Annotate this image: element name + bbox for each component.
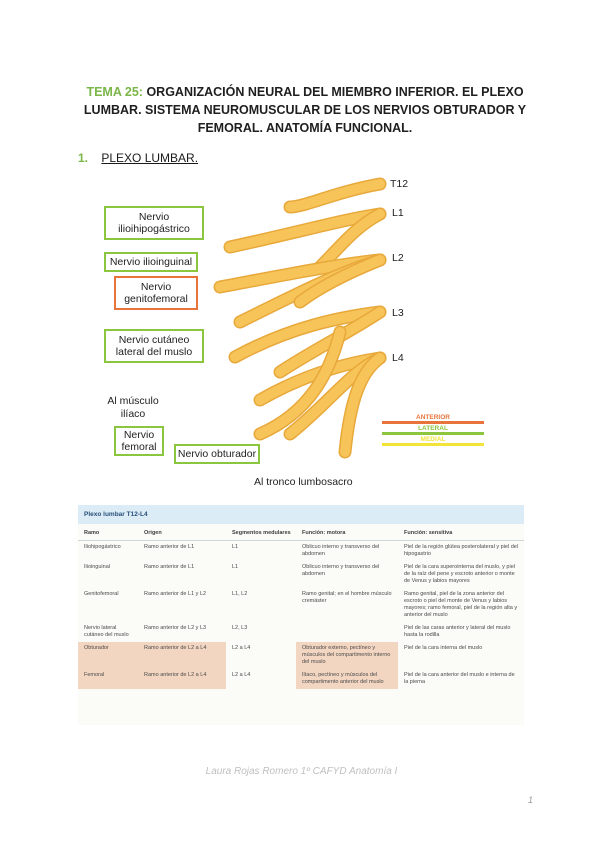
plexus-table: [78, 505, 524, 725]
label-al-tronco-lumbosacro: Al tronco lumbosacro: [254, 476, 353, 488]
section-heading: [78, 151, 198, 165]
table-cell: L1, L2: [232, 591, 248, 597]
table-cell: Femoral: [78, 669, 138, 689]
legend-lateral-bar: [382, 432, 484, 435]
table-cell: Ramo anterior de L2 y L3: [144, 625, 207, 631]
table-row: [78, 588, 524, 622]
th-segmentos: Segmentos medulares: [226, 524, 296, 541]
table-cell: Piel de la cara anterior del muslo e interna de la pierna: [404, 672, 515, 685]
legend-anterior-bar: [382, 421, 484, 424]
table-cell: Ramo anterior de L1: [144, 564, 195, 570]
table-cell: Obturador: [78, 642, 138, 669]
box-ilioinguinal: Nervio ilioinguinal: [104, 252, 198, 272]
root-l2: L2: [392, 252, 404, 264]
table-cell: Ramo anterior de L2 a L4: [138, 642, 226, 669]
title-label: TEMA 25:: [86, 85, 143, 99]
page-footer: Laura Rojas Romero 1º CAFYD Anatomía I: [205, 766, 398, 777]
table-header-row: [78, 524, 524, 541]
legend-medial-bar: [382, 443, 484, 446]
table-cell: Piel de la región glútea posterolateral y piel del hipogastrio: [404, 544, 519, 557]
table-cell: L2 a L4: [232, 672, 251, 678]
section-number: 1.: [78, 151, 89, 165]
table-cell: L2 a L4: [232, 645, 251, 651]
legend-medial-label: MEDIAL: [420, 436, 446, 443]
document-title: [70, 83, 540, 137]
table-cell: Obturador externo, pectíneo y músculos del compartimento interno del muslo: [296, 642, 398, 669]
box-genitofemoral: Nervio genitofemoral: [114, 276, 198, 310]
table-cell: Genitofemoral: [84, 591, 119, 597]
box-femoral: Nervio femoral: [114, 426, 164, 456]
table-row: [78, 642, 524, 669]
table-grid: [78, 524, 524, 689]
table-cell: Nervio lateral cutáneo del muslo: [84, 625, 129, 638]
root-l4: L4: [392, 352, 404, 364]
root-t12: T12: [390, 178, 409, 190]
table-cell: Iliohipogástrico: [84, 544, 121, 550]
table-caption: Plexo lumbar T12-L4: [78, 505, 524, 524]
table-cell: Piel de la cara interna del muslo: [404, 645, 483, 651]
box-iliohipogastrico: Nervio ilioihipogástrico: [104, 206, 204, 240]
table-cell: Ramo genital; en el hombre músculo cremáster: [302, 591, 392, 604]
table-cell: [296, 622, 398, 642]
th-sensitiva: Función: sensitiva: [398, 524, 524, 541]
th-origen: Origen: [138, 524, 226, 541]
table-body: [78, 541, 524, 690]
root-l1: L1: [392, 207, 404, 219]
table-cell: L2, L3: [232, 625, 248, 631]
th-motora: Función: motora: [296, 524, 398, 541]
label-al-musculo-iliaco: Al músculo ilíaco: [107, 395, 159, 420]
table-row: [78, 541, 524, 562]
table-cell: Ilioinguinal: [84, 564, 110, 570]
page-number: 1: [527, 795, 533, 805]
box-cutaneo-lateral: Nervio cutáneo lateral del muslo: [104, 329, 204, 363]
section-text: PLEXO LUMBAR.: [101, 151, 199, 165]
legend-lateral-label: LATERAL: [418, 425, 448, 432]
legend-medial: [382, 437, 484, 448]
th-ramo: Ramo: [78, 524, 138, 541]
box-obturador: Nervio obturador: [174, 444, 260, 464]
table-cell: Oblicuo interno y transverso del abdomen: [302, 564, 380, 577]
table-cell: L1: [232, 564, 239, 570]
legend-anterior-label: ANTERIOR: [416, 414, 450, 421]
plexus-figure: [100, 172, 520, 492]
table-cell: Ramo anterior de L1: [144, 544, 195, 550]
legend: [382, 415, 484, 448]
table-cell: Piel de las caras anterior y lateral del muslo hasta la rodilla: [404, 625, 511, 638]
table-cell: Ilíaco, pectíneo y músculos del compartimento anterior del muslo: [296, 669, 398, 689]
table-cell: Ramo anterior de L2 a L4: [138, 669, 226, 689]
table-row: [78, 561, 524, 588]
table-cell: L1: [232, 544, 239, 550]
nerve-branch: [290, 184, 380, 207]
table-cell: Oblicuo interno y transverso del abdomen: [302, 544, 380, 557]
title-text: ORGANIZACIÓN NEURAL DEL MIEMBRO INFERIOR. EL PLEXO LUMBAR. SISTEMA NEUROMUSCULAR DE LOS NERVIOS OBTURADOR Y FEMORAL. ANATOMÍA FUNCIONAL.: [83, 85, 527, 135]
table-cell: Ramo anterior de L1 y L2: [144, 591, 207, 597]
table-cell: Ramo genital, piel de la zona anterior del escroto o piel del monte de Venus y labios mayores; ramo femoral, piel de la región alta y anterior del muslo: [404, 591, 518, 618]
root-l3: L3: [392, 307, 404, 319]
table-row: [78, 622, 524, 642]
table-row: [78, 669, 524, 689]
table-cell: Piel de la cara superointerna del muslo, y piel de la raíz del pene y escroto anterior o monte de Venus y labios mayores: [404, 564, 515, 584]
